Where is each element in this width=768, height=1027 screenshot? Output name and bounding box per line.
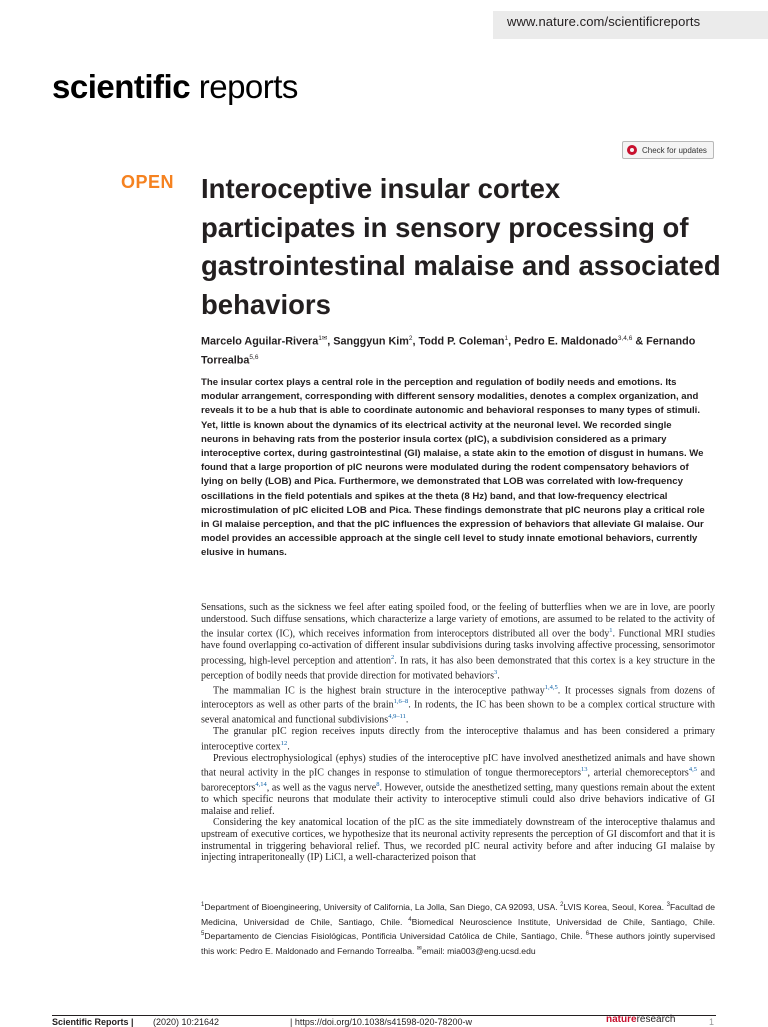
body-text-run: . Functional MRI studies have found overlapping co-activation of different insular subdivisions during tasks involving affective processing, sensorimotor processing, high-level perception and attention	[201, 628, 715, 667]
body-paragraph	[201, 817, 715, 863]
author-affiliation-marker: 3,4,6	[617, 335, 633, 342]
publisher-bold: nature	[606, 1014, 637, 1025]
body-text-run: The mammalian IC is the highest brain structure in the interoceptive pathway	[213, 684, 545, 696]
body-text-run: .	[287, 741, 290, 753]
article-title: Interoceptive insular cortex participates in sensory processing of gastrointestinal malaise and associated behaviors	[201, 173, 721, 320]
abstract: The insular cortex plays a central role in the perception and regulation of bodily needs and emotions. Its modular arrangement, corresponding with different sensory modalities, denotes a complex organization, and reveals it to be a hub that is able to coordinate autonomic and behavioral responses to many types of stimuli. Yet, little is known about the dynamics of its electrical activity at the neuronal level. We recorded single neurons in behaving rats from the posterior insula cortex (pIC), a subdivision considered as a primary interoceptive cortex, during gastrointestinal (GI) malaise, a state akin to the emotion of disgust in humans. We found that a large proportion of pIC neurons were modulated during the rodent compensatory behaviors of lying on belly (LOB) and Pica. Furthermore, we demonstrated that LOB was correlated with low-frequency oscillations in the field potentials and spikes at the theta (8 Hz) band, and that low-frequency electrical microstimulation of pIC elicited LOB and Pica. These findings demonstrate that pIC neurons play a critical role in GI malaise perception, and that the pIC influences the expression of behaviors that alleviate GI malaise. Our model provides an accessible approach at the single cell level to study innate emotional behaviors, currently elusive in humans.	[201, 377, 705, 559]
author-name: Fernando Torrealba	[201, 335, 696, 367]
affiliation-marker: 3	[666, 902, 670, 908]
citation-ref[interactable]: 4,9–11	[388, 713, 406, 721]
citation-ref[interactable]: 2	[391, 653, 395, 661]
citation-ref[interactable]: 1	[609, 627, 613, 635]
author-name: Marcelo Aguilar-Rivera	[201, 335, 319, 348]
masthead-light: reports	[190, 68, 298, 105]
journal-url-link[interactable]: www.nature.com/scientificreports	[507, 14, 701, 29]
affiliation-text: Biomedical Neuroscience Institute, Universidad de Chile, Santiago, Chile.	[411, 916, 715, 927]
affiliation-text: LVIS Korea, Seoul, Korea.	[563, 901, 667, 912]
citation-ref[interactable]: 4,5	[688, 766, 697, 774]
body-text-run: . In rats, it has also been demonstrated that this cortex is a key structure in the perception of bodily needs that provide direction for motivated behaviors	[201, 655, 715, 681]
body-paragraph	[201, 682, 715, 727]
affiliation-marker: 1	[201, 902, 205, 908]
body-paragraph	[201, 602, 715, 682]
footer-citation: (2020) 10:21642	[153, 1017, 220, 1027]
body-text-run: .	[497, 669, 500, 681]
affiliation-marker: 2	[560, 902, 564, 908]
body-text-run: . However, outside the anesthetized setting, many questions remain about the extent to which specific neurons that modulate their activity to interoceptive stimuli could also drive behaviors indicative of GI malaise and relief.	[201, 782, 715, 817]
author-list	[201, 331, 711, 368]
author-affiliation-marker: 1✉	[318, 335, 328, 342]
publisher-light: research	[636, 1014, 676, 1025]
author-name: Todd P. Coleman	[418, 335, 505, 348]
crossmark-icon	[627, 145, 637, 155]
masthead-bold: scientific	[52, 68, 191, 105]
body-paragraph	[201, 726, 715, 753]
affiliations	[201, 899, 715, 958]
citation-ref[interactable]: 12	[280, 739, 288, 747]
author-separator: &	[632, 335, 647, 348]
citation-ref[interactable]: 1,6–8	[393, 698, 409, 706]
affiliation-marker: ✉	[416, 945, 422, 952]
citation-ref[interactable]: 13	[581, 766, 588, 774]
footer-doi-link[interactable]: | https://doi.org/10.1038/s41598-020-78200-w	[290, 1017, 472, 1027]
affiliation-text: email: mia003@eng.ucsd.edu	[421, 945, 536, 956]
page-number: 1	[709, 1017, 715, 1027]
author-affiliation-marker: 1	[504, 335, 509, 342]
affiliation-text: Department of Bioengineering, University of California, La Jolla, San Diego, CA 92093, USA.	[204, 901, 561, 912]
publisher-logo	[606, 1014, 675, 1025]
affiliation-marker: 5	[201, 931, 205, 938]
journal-masthead	[52, 68, 298, 106]
author-name: Sanggyun Kim	[333, 335, 409, 348]
body-text-run: , as well as the vagus nerve	[266, 782, 377, 794]
citation-ref[interactable]: 4,14	[255, 781, 267, 789]
citation-ref[interactable]: 8	[376, 781, 380, 789]
check-for-updates-label: Check for updates	[642, 145, 707, 155]
affiliation-marker: 6	[585, 931, 590, 938]
author-affiliation-marker: 5,6	[249, 353, 259, 361]
body-paragraph	[201, 753, 715, 818]
body-text-run: Considering the key anatomical location of the pIC as the site immediately downstream of the interoceptive thalamus and upstream of executive cortices, we hypothesize that its neuronal activity represents the perception of GI discomfort and that it is instrumental in triggering behavioral relief. Thus, we recorded pIC neural activity before and after inducing GI malaise by injecting intraperitoneally (IP) LiCl, a well-characterized poison that	[201, 817, 715, 864]
affiliation-text: Departamento de Ciencias Fisiológicas, Pontificia Universidad Católica de Chile, Santiago, Chile.	[204, 931, 586, 942]
affiliation-text: These authors jointly supervised this work: Pedro E. Maldonado and Fernando Torrealba.	[201, 931, 715, 956]
citation-ref[interactable]: 1,4,5	[544, 683, 558, 691]
affiliation-text: Facultad de Medicina, Universidad de Chile, Santiago, Chile.	[201, 901, 715, 927]
body-text-run: The granular pIC region receives inputs directly from the interoceptive thalamus and has been considered a primary interoceptive cortex	[201, 726, 715, 753]
author-separator: ,	[412, 335, 419, 348]
citation-ref[interactable]: 3	[493, 668, 498, 676]
body-text-run: .	[405, 714, 409, 726]
author-separator: ,	[508, 335, 515, 348]
body-text-run: Previous electrophysiological (ephys) studies of the interoceptive pIC have involved anesthetized animals and have shown that neural activity in the pIC changes in response to stimulation of tongue thermoreceptors	[201, 752, 715, 779]
body-text	[201, 602, 715, 864]
author-separator: ,	[327, 335, 334, 348]
body-text-run: . In rodents, the IC has been shown to be a complex cortical structure with several anatomical and functional subdivisions	[201, 699, 715, 726]
body-text-run: and baroreceptors	[201, 767, 715, 794]
body-text-run: . It processes signals from dozens of interoceptors as well as other parts of the brain	[201, 684, 715, 711]
author-affiliation-marker: 2	[408, 335, 413, 342]
body-text-run: , arterial chemoreceptors	[587, 767, 689, 779]
body-text-run: Sensations, such as the sickness we feel after eating spoiled food, or the feeling of butterflies when we are in love, are poorly understood. Such diffuse sensations, which characterize a large variety of emotions, are assumed to be related to the activity of the insular cortex (IC), which receives information from interoceptors distributed all over the body	[201, 602, 715, 640]
affiliation-marker: 4	[408, 916, 412, 923]
open-access-label: OPEN	[121, 172, 175, 192]
author-name: Pedro E. Maldonado	[514, 335, 618, 348]
footer-journal: Scientific Reports |	[52, 1017, 134, 1027]
check-for-updates-button[interactable]	[622, 141, 714, 159]
